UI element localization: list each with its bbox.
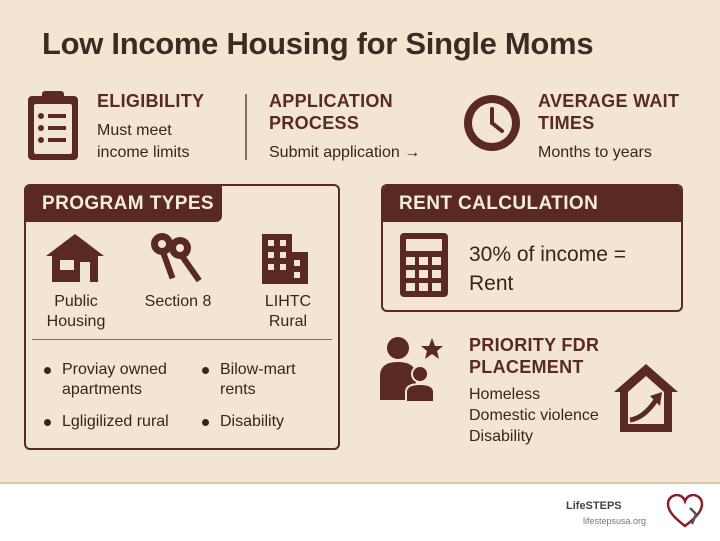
family-icon: [378, 334, 446, 409]
divider: [32, 339, 332, 340]
priority-item-1: Homeless: [469, 386, 541, 403]
divider: [245, 94, 247, 160]
footer-url: lifestepsusa.org: [583, 516, 647, 526]
footer-divider: [0, 482, 720, 484]
keys-icon: [146, 230, 206, 295]
program-label-section8: Section 8: [144, 293, 212, 310]
application-heading-2: PROCESS: [269, 113, 360, 133]
wait-heading-1: AVERAGE WAIT: [538, 91, 680, 111]
program-types-heading: PROGRAM TYPES: [26, 186, 222, 222]
house-arrow-icon: [612, 362, 680, 439]
application-text: Submit application →: [269, 144, 421, 161]
wait-text: Months to years: [538, 144, 652, 161]
clock-icon: [462, 93, 522, 158]
wait-heading-2: TIMES: [538, 113, 595, 133]
building-icon: [258, 230, 310, 291]
heart-logo-icon: [666, 494, 704, 533]
eligibility-text-2: income limits: [97, 144, 190, 161]
eligibility-heading: ELIGIBILITY: [97, 91, 205, 111]
priority-heading-1: PRIORITY FDR: [469, 335, 600, 355]
list-item: Disability: [202, 412, 284, 432]
eligibility-text-1: Must meet: [97, 122, 172, 139]
program-label-public: Public Housing: [46, 293, 106, 330]
list-item: Lgligilized rural: [44, 412, 169, 432]
rent-calculation-panel: [381, 184, 683, 312]
rent-formula: 30% of income = Rent: [469, 243, 627, 295]
priority-heading-2: PLACEMENT: [469, 357, 584, 377]
list-item: Bilow-mart rents: [202, 360, 296, 400]
clipboard-icon: [26, 88, 80, 167]
application-heading-1: APPLICATION: [269, 91, 393, 111]
priority-item-3: Disability: [469, 428, 534, 445]
calculator-icon: [399, 232, 449, 303]
program-types-panel: [24, 184, 340, 450]
page-title: Low Income Housing for Single Moms: [42, 26, 594, 61]
list-item: Proviay owned apartments: [44, 360, 167, 400]
footer-brand: LifeSTEPS: [566, 500, 622, 512]
house-icon: [44, 232, 106, 289]
rent-calculation-heading: RENT CALCULATION: [383, 186, 681, 222]
program-label-lihtc: LIHTC Rural: [264, 293, 312, 330]
priority-item-2: Domestic violence: [469, 407, 599, 424]
